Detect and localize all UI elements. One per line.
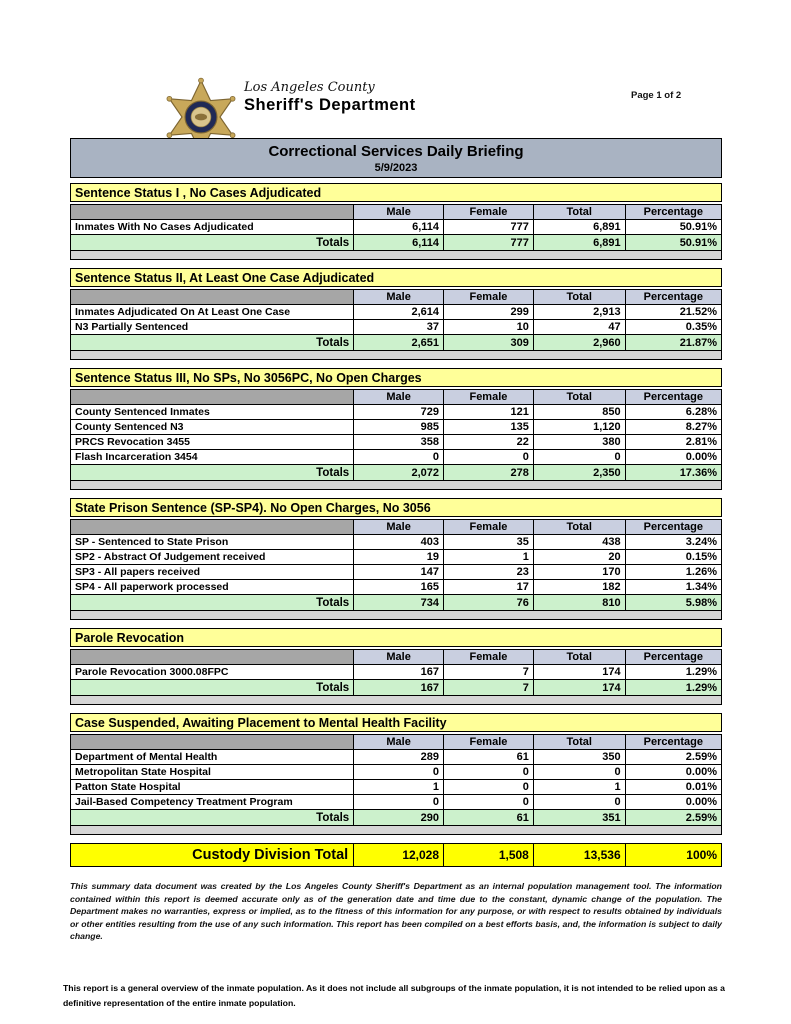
totals-percentage: 2.59%	[625, 810, 721, 826]
cell-percentage: 0.00%	[625, 765, 721, 780]
grand-total-table	[70, 843, 722, 867]
cell-percentage: 0.00%	[625, 795, 721, 810]
column-header-row	[71, 735, 722, 750]
totals-total: 810	[533, 595, 625, 611]
totals-total: 174	[533, 680, 625, 696]
cell-male: 165	[354, 580, 444, 595]
cell-total: 174	[533, 665, 625, 680]
report-section	[70, 498, 722, 620]
section-title: Case Suspended, Awaiting Placement to Mental Health Facility	[70, 713, 722, 732]
cell-male: 37	[354, 320, 444, 335]
row-label: N3 Partially Sentenced	[71, 320, 354, 335]
section-title: Sentence Status II, At Least One Case Adjudicated	[70, 268, 722, 287]
column-header-male: Male	[354, 290, 444, 305]
cell-male: 6,114	[354, 220, 444, 235]
report-section	[70, 183, 722, 260]
cell-percentage: 2.81%	[625, 435, 721, 450]
cell-male: 1	[354, 780, 444, 795]
agency-department-text: Sheriff's Department	[244, 96, 416, 114]
cell-female: 22	[444, 435, 534, 450]
sections-container	[70, 183, 722, 835]
cell-male: 2,614	[354, 305, 444, 320]
row-label: Patton State Hospital	[71, 780, 354, 795]
cell-percentage: 1.34%	[625, 580, 721, 595]
section-spacer-band	[70, 826, 722, 835]
section-table	[70, 519, 722, 611]
row-label: SP - Sentenced to State Prison	[71, 535, 354, 550]
totals-row	[71, 465, 722, 481]
cell-total: 350	[533, 750, 625, 765]
totals-row	[71, 680, 722, 696]
totals-male: 2,072	[354, 465, 444, 481]
column-header-total: Total	[533, 290, 625, 305]
cell-total: 6,891	[533, 220, 625, 235]
section-spacer-band	[70, 251, 722, 260]
totals-row	[71, 235, 722, 251]
report-date: 5/9/2023	[374, 162, 418, 174]
row-label: Inmates With No Cases Adjudicated	[71, 220, 354, 235]
cell-percentage: 0.01%	[625, 780, 721, 795]
cell-percentage: 6.28%	[625, 405, 721, 420]
column-header-percentage: Percentage	[625, 290, 721, 305]
table-row	[71, 665, 722, 680]
column-header-total: Total	[533, 650, 625, 665]
cell-total: 0	[533, 765, 625, 780]
cell-female: 17	[444, 580, 534, 595]
cell-female: 0	[444, 765, 534, 780]
column-header-row	[71, 205, 722, 220]
table-row	[71, 550, 722, 565]
cell-total: 2,913	[533, 305, 625, 320]
totals-female: 61	[444, 810, 534, 826]
column-header-blank	[71, 290, 354, 305]
cell-female: 1	[444, 550, 534, 565]
cell-total: 182	[533, 580, 625, 595]
column-header-blank	[71, 390, 354, 405]
table-row	[71, 450, 722, 465]
table-row	[71, 580, 722, 595]
cell-total: 438	[533, 535, 625, 550]
totals-label: Totals	[71, 335, 354, 351]
column-header-male: Male	[354, 650, 444, 665]
totals-total: 2,960	[533, 335, 625, 351]
cell-percentage: 0.15%	[625, 550, 721, 565]
totals-male: 2,651	[354, 335, 444, 351]
table-row	[71, 765, 722, 780]
column-header-blank	[71, 650, 354, 665]
cell-percentage: 3.24%	[625, 535, 721, 550]
section-table	[70, 204, 722, 251]
section-spacer-band	[70, 481, 722, 490]
section-title: Parole Revocation	[70, 628, 722, 647]
cell-total: 20	[533, 550, 625, 565]
row-label: County Sentenced N3	[71, 420, 354, 435]
totals-percentage: 50.91%	[625, 235, 721, 251]
cell-percentage: 1.26%	[625, 565, 721, 580]
totals-percentage: 21.87%	[625, 335, 721, 351]
cell-female: 121	[444, 405, 534, 420]
column-header-female: Female	[444, 650, 534, 665]
cell-male: 0	[354, 795, 444, 810]
totals-percentage: 5.98%	[625, 595, 721, 611]
cell-male: 147	[354, 565, 444, 580]
column-header-female: Female	[444, 205, 534, 220]
totals-percentage: 17.36%	[625, 465, 721, 481]
cell-percentage: 0.00%	[625, 450, 721, 465]
cell-female: 7	[444, 665, 534, 680]
agency-name	[244, 80, 416, 115]
table-row	[71, 320, 722, 335]
report-section	[70, 713, 722, 835]
table-row	[71, 405, 722, 420]
row-label: Jail-Based Competency Treatment Program	[71, 795, 354, 810]
disclaimer-paragraph-1: This summary data document was created by the Los Angeles County Sheriff's Department as an internal population management tool. The information contained within this report is deemed accurate only as of the generation date and time due to the constant, dynamic change of the population. The Department makes no warranties, express or implied, as to the fitness of this information for any purpose, or with respect to results obtained by individuals or other entities resulting from the use of any such information. This report has been compiled on a best efforts basis, and, the information is subject to daily change.	[70, 881, 722, 942]
report-title: Correctional Services Daily Briefing	[268, 143, 524, 160]
cell-male: 985	[354, 420, 444, 435]
row-label: Inmates Adjudicated On At Least One Case	[71, 305, 354, 320]
column-header-total: Total	[533, 390, 625, 405]
totals-label: Totals	[71, 235, 354, 251]
grand-total-total: 13,536	[533, 844, 625, 867]
totals-total: 351	[533, 810, 625, 826]
totals-female: 777	[444, 235, 534, 251]
cell-percentage: 1.29%	[625, 665, 721, 680]
grand-total-label: Custody Division Total	[71, 844, 354, 867]
cell-male: 167	[354, 665, 444, 680]
report-body	[63, 138, 725, 1011]
cell-total: 170	[533, 565, 625, 580]
column-header-percentage: Percentage	[625, 390, 721, 405]
cell-female: 777	[444, 220, 534, 235]
row-label: Metropolitan State Hospital	[71, 765, 354, 780]
totals-female: 309	[444, 335, 534, 351]
cell-female: 0	[444, 450, 534, 465]
row-label: SP3 - All papers received	[71, 565, 354, 580]
column-header-percentage: Percentage	[625, 735, 721, 750]
cell-total: 380	[533, 435, 625, 450]
column-header-male: Male	[354, 520, 444, 535]
section-table	[70, 389, 722, 481]
row-label: Department of Mental Health	[71, 750, 354, 765]
section-title: Sentence Status III, No SPs, No 3056PC, No Open Charges	[70, 368, 722, 387]
totals-female: 7	[444, 680, 534, 696]
cell-percentage: 0.35%	[625, 320, 721, 335]
column-header-male: Male	[354, 205, 444, 220]
cell-total: 0	[533, 450, 625, 465]
table-row	[71, 750, 722, 765]
cell-female: 135	[444, 420, 534, 435]
section-spacer-band	[70, 351, 722, 360]
cell-female: 61	[444, 750, 534, 765]
cell-total: 0	[533, 795, 625, 810]
report-title-bar	[70, 138, 722, 178]
section-spacer-band	[70, 696, 722, 705]
totals-male: 734	[354, 595, 444, 611]
totals-percentage: 1.29%	[625, 680, 721, 696]
cell-percentage: 8.27%	[625, 420, 721, 435]
totals-female: 278	[444, 465, 534, 481]
table-row	[71, 535, 722, 550]
report-section	[70, 628, 722, 705]
column-header-row	[71, 290, 722, 305]
table-row	[71, 565, 722, 580]
totals-label: Totals	[71, 680, 354, 696]
totals-male: 290	[354, 810, 444, 826]
column-header-total: Total	[533, 205, 625, 220]
section-title: State Prison Sentence (SP-SP4). No Open Charges, No 3056	[70, 498, 722, 517]
section-title: Sentence Status I , No Cases Adjudicated	[70, 183, 722, 202]
report-section	[70, 368, 722, 490]
cell-female: 35	[444, 535, 534, 550]
cell-female: 10	[444, 320, 534, 335]
column-header-total: Total	[533, 735, 625, 750]
row-label: Flash Incarceration 3454	[71, 450, 354, 465]
totals-row	[71, 810, 722, 826]
disclaimer-paragraph-2: This report is a general overview of the inmate population. As it does not include all subgroups of the inmate population, it is not intended to be relied upon as a definitive representation of the entire inmate population.	[63, 982, 725, 1008]
column-header-total: Total	[533, 520, 625, 535]
section-table	[70, 649, 722, 696]
cell-male: 0	[354, 765, 444, 780]
column-header-row	[71, 390, 722, 405]
totals-label: Totals	[71, 465, 354, 481]
row-label: SP4 - All paperwork processed	[71, 580, 354, 595]
column-header-blank	[71, 205, 354, 220]
column-header-percentage: Percentage	[625, 205, 721, 220]
cell-male: 403	[354, 535, 444, 550]
totals-label: Totals	[71, 810, 354, 826]
table-row	[71, 435, 722, 450]
totals-total: 2,350	[533, 465, 625, 481]
cell-female: 0	[444, 795, 534, 810]
totals-row	[71, 595, 722, 611]
totals-female: 76	[444, 595, 534, 611]
column-header-male: Male	[354, 735, 444, 750]
row-label: County Sentenced Inmates	[71, 405, 354, 420]
section-table	[70, 734, 722, 826]
grand-total-row	[71, 844, 722, 867]
column-header-female: Female	[444, 735, 534, 750]
column-header-male: Male	[354, 390, 444, 405]
cell-total: 850	[533, 405, 625, 420]
totals-male: 6,114	[354, 235, 444, 251]
row-label: SP2 - Abstract Of Judgement received	[71, 550, 354, 565]
cell-total: 47	[533, 320, 625, 335]
table-row	[71, 795, 722, 810]
column-header-blank	[71, 520, 354, 535]
totals-row	[71, 335, 722, 351]
grand-total-percentage: 100%	[625, 844, 721, 867]
column-header-percentage: Percentage	[625, 520, 721, 535]
cell-percentage: 21.52%	[625, 305, 721, 320]
totals-total: 6,891	[533, 235, 625, 251]
column-header-row	[71, 520, 722, 535]
table-row	[71, 305, 722, 320]
cell-female: 299	[444, 305, 534, 320]
cell-male: 0	[354, 450, 444, 465]
column-header-female: Female	[444, 520, 534, 535]
agency-county-text: Los Angeles County	[244, 80, 375, 95]
totals-male: 167	[354, 680, 444, 696]
cell-total: 1,120	[533, 420, 625, 435]
table-row	[71, 780, 722, 795]
cell-percentage: 50.91%	[625, 220, 721, 235]
page-indicator: Page 1 of 2	[631, 90, 682, 101]
section-spacer-band	[70, 611, 722, 620]
column-header-percentage: Percentage	[625, 650, 721, 665]
cell-male: 289	[354, 750, 444, 765]
table-row	[71, 420, 722, 435]
cell-male: 358	[354, 435, 444, 450]
column-header-female: Female	[444, 390, 534, 405]
cell-male: 19	[354, 550, 444, 565]
row-label: PRCS Revocation 3455	[71, 435, 354, 450]
column-header-female: Female	[444, 290, 534, 305]
cell-percentage: 2.59%	[625, 750, 721, 765]
cell-female: 0	[444, 780, 534, 795]
totals-label: Totals	[71, 595, 354, 611]
table-row	[71, 220, 722, 235]
report-section	[70, 268, 722, 360]
grand-total-male: 12,028	[354, 844, 444, 867]
cell-male: 729	[354, 405, 444, 420]
grand-total-female: 1,508	[444, 844, 534, 867]
section-table	[70, 289, 722, 351]
row-label: Parole Revocation 3000.08FPC	[71, 665, 354, 680]
column-header-row	[71, 650, 722, 665]
cell-female: 23	[444, 565, 534, 580]
column-header-blank	[71, 735, 354, 750]
cell-total: 1	[533, 780, 625, 795]
